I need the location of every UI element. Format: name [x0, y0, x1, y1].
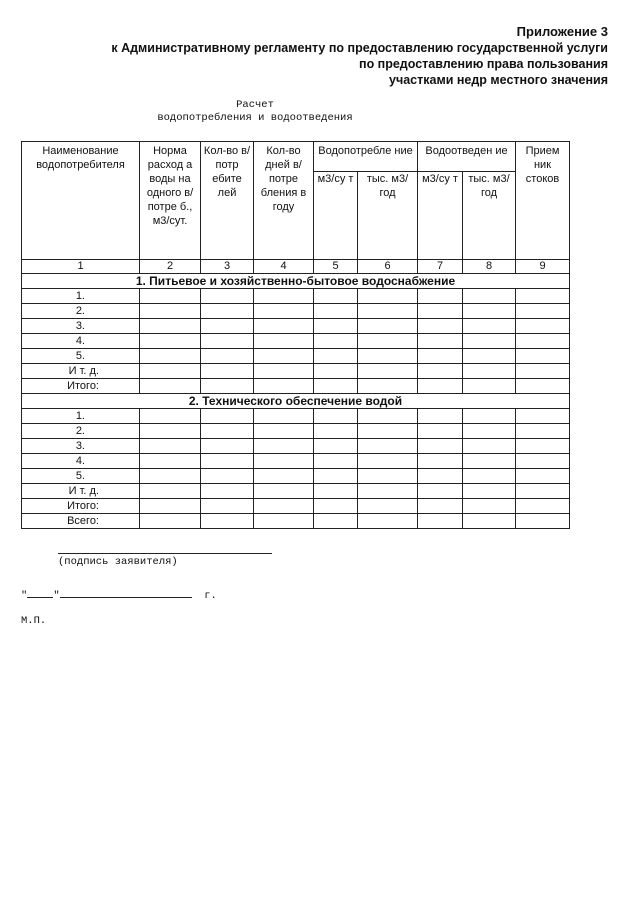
- table-cell: [463, 484, 516, 499]
- column-number-row: [22, 260, 570, 274]
- table-row: [22, 469, 570, 484]
- year-suffix: г.: [204, 590, 217, 602]
- table-cell: [254, 439, 314, 454]
- header-consumption-m3day: м3/су т: [314, 172, 358, 260]
- table-cell: [463, 514, 516, 529]
- table-cell: [463, 454, 516, 469]
- table-cell: [140, 514, 201, 529]
- section-2-rows: [22, 409, 570, 529]
- header-days: Кол-во дней в/потре бления в году: [254, 142, 314, 260]
- row-label: 1.: [22, 409, 140, 424]
- section-1-title: 1. Питьевое и хозяйственно-бытовое водоснабжение: [22, 274, 570, 289]
- header-receiver: Прием ник стоков: [516, 142, 570, 260]
- table-cell: [358, 469, 418, 484]
- table-cell: [254, 454, 314, 469]
- table-cell: [516, 319, 570, 334]
- row-label: 5.: [22, 349, 140, 364]
- table-cell: [418, 469, 463, 484]
- table-row: [22, 364, 570, 379]
- table-row: [22, 454, 570, 469]
- table-cell: [140, 364, 201, 379]
- table-cell: [314, 379, 358, 394]
- table-cell: [463, 289, 516, 304]
- table-cell: [358, 409, 418, 424]
- table-cell: [418, 289, 463, 304]
- document-header: [111, 24, 608, 88]
- signature-line: [58, 553, 272, 554]
- table-cell: [418, 409, 463, 424]
- header-line-3: участками недр местного значения: [389, 73, 608, 87]
- row-label: И т. д.: [22, 364, 140, 379]
- header-consumption-thous: тыс. м3/ год: [358, 172, 418, 260]
- table-cell: [201, 454, 254, 469]
- table-cell: [201, 469, 254, 484]
- day-blank: [27, 587, 53, 598]
- table-cell: [516, 289, 570, 304]
- section-1-rows: [22, 289, 570, 394]
- table-cell: [463, 334, 516, 349]
- row-label: 2.: [22, 304, 140, 319]
- table-cell: [463, 304, 516, 319]
- table-cell: [140, 319, 201, 334]
- table-cell: [516, 334, 570, 349]
- appendix-label: Приложение 3: [516, 24, 608, 39]
- table-cell: [201, 424, 254, 439]
- table-cell: [463, 349, 516, 364]
- table-cell: [516, 424, 570, 439]
- row-label: Всего:: [22, 514, 140, 529]
- table-cell: [463, 439, 516, 454]
- table-cell: [418, 364, 463, 379]
- signature-caption: (подпись заявителя): [58, 556, 178, 568]
- header-line-1: к Административному регламенту по предоставлению государственной услуги: [111, 41, 608, 55]
- table-cell: [140, 484, 201, 499]
- table-cell: [516, 454, 570, 469]
- table-row: [22, 289, 570, 304]
- date-quote-open: ": [21, 590, 28, 602]
- header-norm: Норма расход а воды на одного в/потре б., м3/сут.: [140, 142, 201, 260]
- table-cell: [314, 304, 358, 319]
- table-cell: [516, 364, 570, 379]
- table-cell: [201, 304, 254, 319]
- table-cell: [516, 379, 570, 394]
- stamp-placeholder: М.П.: [21, 615, 47, 627]
- table-cell: [358, 289, 418, 304]
- table-row: [22, 439, 570, 454]
- table-cell: [463, 409, 516, 424]
- table-row: [22, 484, 570, 499]
- document-title: [0, 99, 500, 125]
- table-cell: [254, 379, 314, 394]
- column-number: 4: [254, 260, 314, 274]
- section-2-title: 2. Технического обеспечение водой: [22, 394, 570, 409]
- table-cell: [463, 424, 516, 439]
- header-name: Наименование водопотребителя: [22, 142, 140, 260]
- row-label: Итого:: [22, 379, 140, 394]
- table-row: [22, 319, 570, 334]
- table-row: [22, 514, 570, 529]
- table-cell: [254, 514, 314, 529]
- table-cell: [201, 289, 254, 304]
- table-cell: [254, 424, 314, 439]
- table-cell: [140, 379, 201, 394]
- table-cell: [314, 334, 358, 349]
- column-number: 9: [516, 260, 570, 274]
- table-cell: [418, 439, 463, 454]
- column-number: 5: [314, 260, 358, 274]
- table-row: [22, 424, 570, 439]
- table-cell: [140, 439, 201, 454]
- table-cell: [314, 439, 358, 454]
- table-cell: [358, 499, 418, 514]
- table-row: [22, 409, 570, 424]
- table-cell: [418, 349, 463, 364]
- table-cell: [201, 379, 254, 394]
- header-disposal-m3day: м3/су т: [418, 172, 463, 260]
- table-cell: [418, 484, 463, 499]
- table-cell: [358, 514, 418, 529]
- row-label: 3.: [22, 319, 140, 334]
- row-label: 2.: [22, 424, 140, 439]
- table-cell: [418, 454, 463, 469]
- table-cell: [140, 454, 201, 469]
- table-cell: [314, 469, 358, 484]
- table-cell: [463, 469, 516, 484]
- table-cell: [201, 514, 254, 529]
- table-cell: [516, 409, 570, 424]
- table-cell: [358, 334, 418, 349]
- table-cell: [314, 424, 358, 439]
- table-cell: [358, 439, 418, 454]
- table-cell: [418, 304, 463, 319]
- table-cell: [516, 349, 570, 364]
- table-cell: [358, 304, 418, 319]
- table-row: [22, 334, 570, 349]
- row-label: И т. д.: [22, 484, 140, 499]
- table-cell: [418, 514, 463, 529]
- table-cell: [418, 319, 463, 334]
- row-label: 4.: [22, 454, 140, 469]
- table-cell: [418, 379, 463, 394]
- row-label: Итого:: [22, 499, 140, 514]
- table-cell: [201, 439, 254, 454]
- calculation-table: [21, 141, 570, 529]
- table-cell: [358, 319, 418, 334]
- table-cell: [314, 319, 358, 334]
- table-cell: [201, 409, 254, 424]
- table-cell: [463, 319, 516, 334]
- table-cell: [140, 499, 201, 514]
- row-label: 3.: [22, 439, 140, 454]
- table-row: [22, 349, 570, 364]
- table-cell: [140, 469, 201, 484]
- column-number: 2: [140, 260, 201, 274]
- table-cell: [358, 349, 418, 364]
- row-label: 5.: [22, 469, 140, 484]
- table-cell: [201, 364, 254, 379]
- table-cell: [516, 514, 570, 529]
- table-cell: [140, 304, 201, 319]
- table-cell: [418, 499, 463, 514]
- row-label: 1.: [22, 289, 140, 304]
- header-disposal: Водоотведен ие: [418, 142, 516, 172]
- table-cell: [516, 484, 570, 499]
- table-cell: [463, 499, 516, 514]
- column-number: 8: [463, 260, 516, 274]
- table-cell: [516, 499, 570, 514]
- table-cell: [358, 379, 418, 394]
- table-cell: [358, 364, 418, 379]
- table-cell: [201, 319, 254, 334]
- table-cell: [516, 469, 570, 484]
- table-cell: [516, 304, 570, 319]
- table-cell: [463, 364, 516, 379]
- table-cell: [314, 484, 358, 499]
- table-cell: [463, 379, 516, 394]
- table-cell: [254, 409, 314, 424]
- table-cell: [418, 334, 463, 349]
- title-line-2: водопотребления и водоотведения: [157, 112, 353, 124]
- table-cell: [140, 334, 201, 349]
- table-cell: [314, 514, 358, 529]
- date-quote-close: ": [53, 590, 60, 602]
- table-cell: [201, 484, 254, 499]
- table-row: [22, 304, 570, 319]
- table-cell: [314, 454, 358, 469]
- table-cell: [358, 424, 418, 439]
- column-number: 1: [22, 260, 140, 274]
- table-cell: [358, 454, 418, 469]
- table-cell: [314, 499, 358, 514]
- table-cell: [516, 439, 570, 454]
- table-cell: [418, 424, 463, 439]
- table-cell: [254, 334, 314, 349]
- table-cell: [254, 349, 314, 364]
- table-cell: [254, 289, 314, 304]
- table-cell: [140, 424, 201, 439]
- table-cell: [201, 349, 254, 364]
- table-cell: [358, 484, 418, 499]
- table-cell: [140, 409, 201, 424]
- header-disposal-thous: тыс. м3/ год: [463, 172, 516, 260]
- table-cell: [314, 409, 358, 424]
- table-cell: [140, 349, 201, 364]
- column-number: 7: [418, 260, 463, 274]
- table-cell: [254, 499, 314, 514]
- table-cell: [201, 334, 254, 349]
- table-row: [22, 379, 570, 394]
- column-number: 3: [201, 260, 254, 274]
- table-cell: [314, 364, 358, 379]
- table-cell: [254, 469, 314, 484]
- table-row: [22, 499, 570, 514]
- table-cell: [140, 289, 201, 304]
- table-cell: [314, 289, 358, 304]
- table-cell: [254, 364, 314, 379]
- column-number: 6: [358, 260, 418, 274]
- row-label: 4.: [22, 334, 140, 349]
- header-line-2: по предоставлению права пользования: [359, 57, 608, 71]
- title-line-1: Расчет: [236, 99, 274, 111]
- table-cell: [254, 319, 314, 334]
- header-count: Кол-во в/потр ебите лей: [201, 142, 254, 260]
- table-cell: [254, 484, 314, 499]
- date-line: [21, 587, 217, 602]
- table-cell: [201, 499, 254, 514]
- table-cell: [254, 304, 314, 319]
- header-consumption: Водопотребле ние: [314, 142, 418, 172]
- month-blank: [60, 587, 192, 598]
- table-cell: [314, 349, 358, 364]
